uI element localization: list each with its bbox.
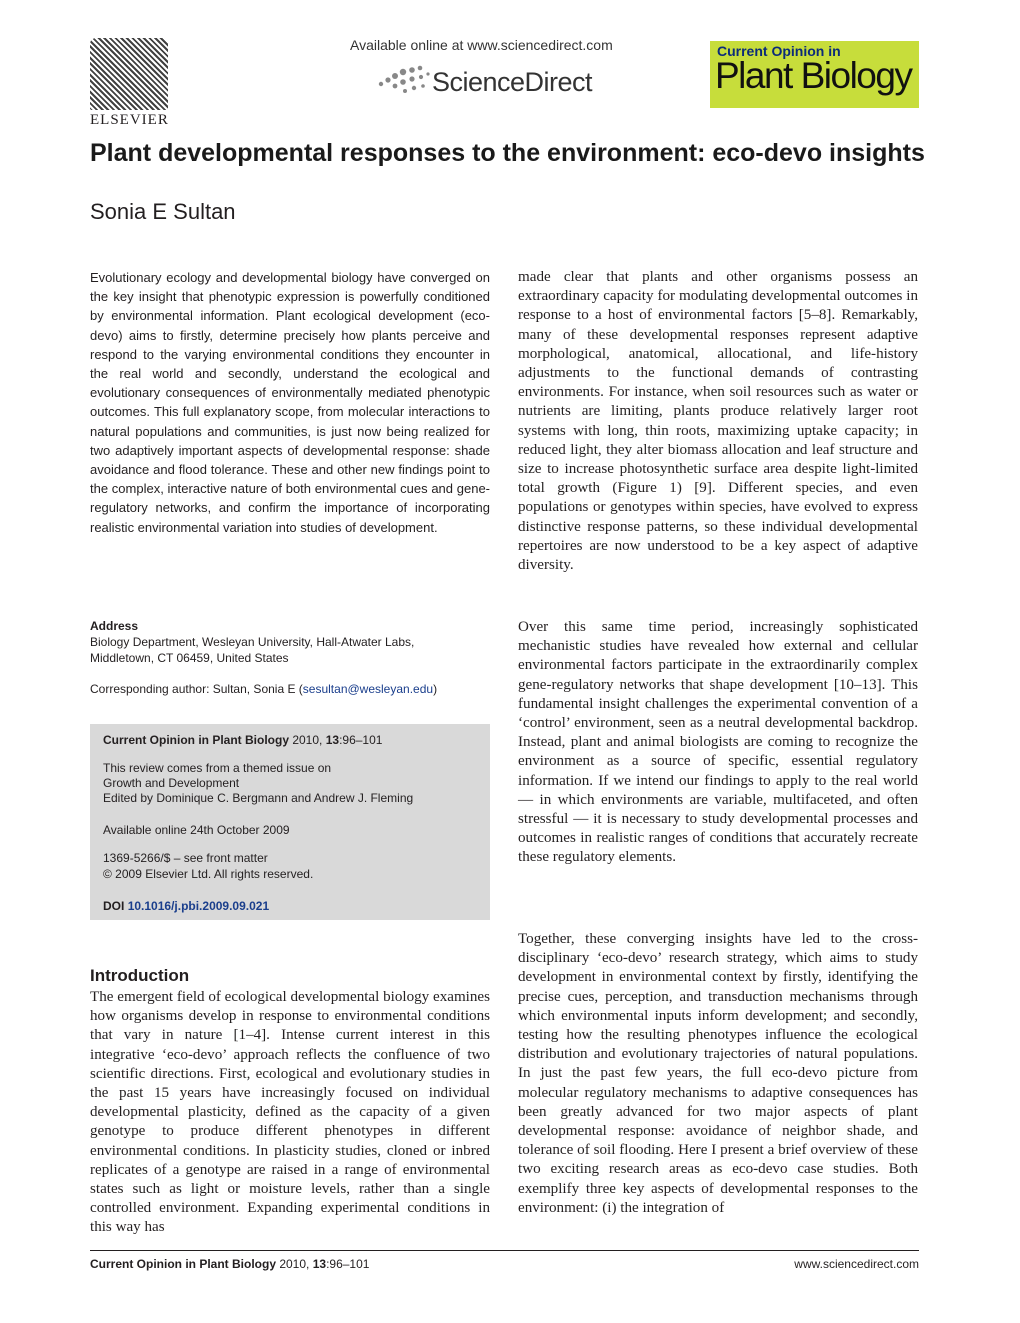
footer-divider	[90, 1250, 919, 1251]
issn-line: 1369-5266/$ – see front matter	[103, 851, 268, 865]
themed-issue-line: This review comes from a themed issue on	[103, 761, 332, 775]
citation-line	[103, 733, 483, 749]
article-info-box	[90, 724, 490, 920]
address-heading: Address	[90, 619, 139, 633]
available-online-text: Available online at www.sciencedirect.com	[350, 37, 613, 53]
themed-issue-topic: Growth and Development	[103, 776, 240, 790]
body-paragraph: Together, these converging insights have led to the cross-disciplinary ‘eco-devo’ research strategy, which aims to study development in environmental context by firstly, identifying the precise cues, perception, and transduction mechanisms through which environmental inputs inform development; and secondly, testing how the resulting phenotypes influence the ecological distribution and evolutionary trajectories of natural populations. In just the past few years, the full eco-devo picture from molecular regulatory mechanisms to adaptive consequences has been greatly advanced for two major aspects of plant developmental response: avoidance of neighbor shade, and tolerance of soil flooding. Here I present a brief overview of these two exciting research areas as eco-devo case studies. Both exemplify three key aspects of developmental responses to the environment: (i) the integration of	[518, 931, 918, 1216]
footer-year: 2010,	[276, 1257, 313, 1271]
footer-site-link[interactable]: www.sciencedirect.com	[794, 1257, 919, 1271]
elsevier-tree-icon	[90, 38, 168, 110]
journal-logo-small-text: Current Opinion in	[717, 43, 841, 59]
doi-link[interactable]: 10.1016/j.pbi.2009.09.021	[127, 899, 270, 913]
introduction-body: The emergent field of ecological developmental biology examines how organisms develop in response to environmental conditions that vary in nature [1–4]. Intense current interest in this integrative ‘eco-devo’ approach reflects the confluence of two scientific directions. First, ecological and evolutionary studies in the past 15 years have increasingly focused on individual developmental plasticity, defined as the capacity of a given genotype to produce different phenotypes in different environmental conditions. In plasticity studies, cloned or inbred replicates of a genotype are raised in a range of environmental states such as light or moisture levels, rather than a single controlled environment. Expanding experimental conditions in this way has	[90, 989, 490, 1236]
address-line: Biology Department, Wesleyan University, Hall-Atwater Labs,	[90, 635, 415, 649]
address-line: Middletown, CT 06459, United States	[90, 651, 289, 665]
footer-citation	[90, 1257, 369, 1271]
elsevier-wordmark: ELSEVIER	[90, 112, 169, 128]
journal-logo-big-text: Plant Biology	[715, 55, 912, 96]
doi-line	[103, 899, 483, 915]
themed-issue-editors: Edited by Dominique C. Bergmann and Andrew J. Fleming	[103, 791, 414, 805]
citation-year: 2010,	[289, 733, 326, 747]
journal-logo-box	[710, 41, 919, 108]
article-author: Sonia E Sultan	[90, 199, 236, 224]
citation-volume: 13	[325, 733, 340, 747]
abstract: Evolutionary ecology and developmental biology have converged on the key insight that phenotypic expression is powerfully conditioned by environmental information. Plant ecological development (eco-devo) aims to firstly, determine precisely how plants perceive and respond to the varying environmental conditions they encounter in the real world and secondly, understand the ecological and evolutionary consequences of environmentally mediated phenotypic outcomes. This full explanatory scope, from molecular interactions to natural populations and communities, is just now being realized for two adaptively important aspects of developmental response: shade avoidance and flood tolerance. These and other new findings point to the complex, interactive nature of both environmental cues and gene-regulatory networks, and confirm the importance of incorporating realistic environmental variation into studies of development.	[90, 270, 490, 535]
corresponding-suffix: )	[433, 682, 438, 696]
body-paragraph: Over this same time period, increasingly sophisticated mechanistic studies have revealed how external and cellular environmental factors participate in the extraordinarily complex gene-regulatory networks that shape development [10–13]. This fundamental insight challenges the experimental convention of a ‘control’ environment, seen as a neutral developmental backdrop. Instead, plant and animal biologists are coming to recognize the environment as a source of specific, essential regulatory information. If we intend our findings to apply to the real world — in which environments are variable, multifaceted, and often stressful — it is necessary to study developmental processes and outcomes in realistic ranges of conditions that accurately recreate these regulatory elements.	[518, 619, 918, 866]
citation-pages: :96–101	[339, 733, 383, 747]
corresponding-author	[90, 681, 490, 697]
sciencedirect-wordmark: ScienceDirect	[432, 67, 593, 97]
sciencedirect-logo	[375, 58, 615, 104]
footer-pages: :96–101	[326, 1257, 370, 1271]
sciencedirect-dots-icon	[375, 62, 435, 98]
doi-label: DOI	[103, 899, 125, 913]
available-online-date: Available online 24th October 2009	[103, 823, 290, 837]
copyright-line: © 2009 Elsevier Ltd. All rights reserved.	[103, 867, 314, 881]
citation-journal: Current Opinion in Plant Biology	[103, 733, 289, 747]
article-title: Plant developmental responses to the environment: eco-devo insights	[90, 139, 925, 167]
corresponding-email-link[interactable]: sesultan@wesleyan.edu	[302, 682, 434, 696]
footer-journal: Current Opinion in Plant Biology	[90, 1257, 276, 1271]
address-block	[90, 618, 490, 666]
footer-volume: 13	[312, 1257, 327, 1271]
introduction-heading: Introduction	[90, 966, 190, 985]
corresponding-prefix: Corresponding author: Sultan, Sonia E (	[90, 682, 303, 696]
elsevier-logo	[90, 38, 170, 130]
body-paragraph: made clear that plants and other organisms possess an extraordinary capacity for modulating developmental outcomes in response to a host of environmental factors [5–8]. Remarkably, many of these developmental responses represent adaptive morphological, anatomical, allocational, and life-history adjustments to the functional demands of contrasting environments. For instance, when soil resources such as water or nutrients are limiting, plants produce relatively larger root systems with long, thin roots, maximizing uptake capacity; in reduced light, they alter biomass allocation and leaf structure and size to increase photosynthetic surface area despite light-limited total growth (Figure 1) [9]. Different species, and even populations or genotypes within species, have evolved to express distinctive response patterns, so these individual developmental repertoires are now understood to be a key aspect of adaptive diversity.	[518, 269, 918, 574]
